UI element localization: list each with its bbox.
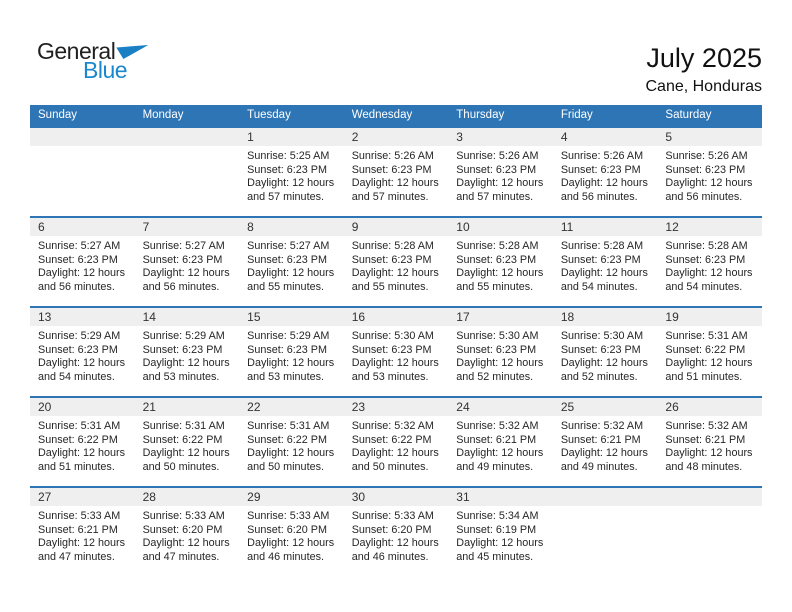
day-detail-line: Sunset: 6:23 PM [351,253,432,266]
day-detail-line: and 50 minutes. [351,460,429,473]
day-header-saturday: Saturday [665,109,712,121]
day-details [239,146,344,204]
day-detail-line: Daylight: 12 hours [38,267,126,280]
day-detail-line: Sunrise: 5:32 AM [665,420,748,432]
day-detail-line: Daylight: 12 hours [351,447,439,460]
day-cell [448,398,553,486]
day-detail-line: Sunrise: 5:27 AM [247,240,330,252]
day-detail-line: and 57 minutes. [456,190,534,203]
day-detail-line: and 53 minutes. [351,370,429,383]
day-number: 8 [239,218,344,236]
day-detail-line: Daylight: 12 hours [665,267,753,280]
day-detail-line: and 55 minutes. [247,280,324,293]
day-detail-line: and 52 minutes. [560,370,638,383]
day-detail-line: Daylight: 12 hours [456,177,544,190]
day-detail-line: Daylight: 12 hours [247,177,335,190]
day-detail-line: Sunset: 6:23 PM [142,253,223,266]
day-detail-line: Daylight: 12 hours [351,177,439,190]
day-details [344,236,449,294]
day-detail-line: Daylight: 12 hours [351,267,439,280]
day-cell [30,218,135,306]
day-details [30,416,135,474]
day-detail-line: Daylight: 12 hours [560,177,648,190]
day-detail-line: Daylight: 12 hours [38,357,126,370]
day-detail-line: Daylight: 12 hours [560,267,648,280]
week-row [30,306,762,396]
day-cell [239,308,344,396]
day-detail-line: Sunrise: 5:31 AM [142,420,225,432]
day-detail-line: Sunset: 6:23 PM [560,343,641,356]
day-detail-line: Sunrise: 5:32 AM [351,420,434,432]
general-blue-logo [37,38,167,83]
day-detail-line: Sunrise: 5:31 AM [247,420,330,432]
empty-day-cell [135,128,240,216]
day-detail-line: Sunset: 6:21 PM [665,433,746,446]
day-detail-line: Sunset: 6:23 PM [351,343,432,356]
day-number: 2 [344,128,449,146]
day-detail-line: Sunset: 6:23 PM [38,343,118,356]
day-detail-line: Sunrise: 5:26 AM [560,150,644,162]
day-detail-line: and 54 minutes. [38,370,115,383]
day-detail-line: and 56 minutes. [142,280,220,293]
day-detail-line: Daylight: 12 hours [247,267,335,280]
day-detail-line: and 49 minutes. [456,460,534,473]
day-detail-line: Daylight: 12 hours [456,537,544,550]
day-detail-line: and 56 minutes. [560,190,638,203]
day-number: 31 [448,488,553,506]
day-detail-line: Sunset: 6:23 PM [351,163,432,176]
day-detail-line: Sunset: 6:23 PM [560,163,641,176]
day-number [30,128,135,146]
day-detail-line: Sunrise: 5:25 AM [247,150,330,162]
day-header-thursday: Thursday [456,109,505,121]
day-number: 27 [30,488,135,506]
day-detail-line: and 50 minutes. [247,460,324,473]
day-details [239,326,344,384]
day-detail-line: Sunrise: 5:26 AM [456,150,539,162]
day-details [448,236,553,294]
day-details [239,236,344,294]
day-detail-line: and 50 minutes. [142,460,220,473]
day-cell [448,308,553,396]
day-cell [30,398,135,486]
day-number: 16 [344,308,449,326]
day-detail-line: and 57 minutes. [247,190,324,203]
day-details [553,146,658,204]
day-detail-line: and 48 minutes. [665,460,743,473]
day-detail-line: Sunset: 6:23 PM [665,253,746,266]
day-detail-line: and 54 minutes. [560,280,638,293]
day-details [30,506,135,564]
day-cell [344,128,449,216]
day-header-wednesday: Wednesday [351,109,413,121]
day-cell [553,308,658,396]
day-detail-line: Sunset: 6:23 PM [142,343,223,356]
day-number: 21 [135,398,240,416]
day-cell [344,488,449,576]
day-detail-line: Sunrise: 5:34 AM [456,510,539,522]
day-details [553,326,658,384]
week-row [30,486,762,576]
day-detail-line: and 49 minutes. [560,460,638,473]
day-detail-line: Sunrise: 5:30 AM [560,330,644,342]
empty-day-cell [30,128,135,216]
day-detail-line: Daylight: 12 hours [560,357,648,370]
day-detail-line: Sunrise: 5:32 AM [560,420,644,432]
day-details [657,146,762,204]
day-cell [448,218,553,306]
day-number: 30 [344,488,449,506]
calendar-table [30,105,762,576]
day-detail-line: Sunset: 6:20 PM [247,523,327,536]
day-number [553,488,658,506]
week-row [30,396,762,486]
day-header-row [30,105,762,126]
day-detail-line: Sunrise: 5:32 AM [456,420,539,432]
day-header-friday: Friday [560,109,593,121]
day-details [30,236,135,294]
day-detail-line: Sunrise: 5:28 AM [456,240,539,252]
day-details [135,506,240,564]
day-number: 17 [448,308,553,326]
day-number: 20 [30,398,135,416]
day-detail-line: Sunset: 6:23 PM [665,163,746,176]
day-number: 26 [657,398,762,416]
day-detail-line: and 53 minutes. [142,370,220,383]
day-detail-line: Daylight: 12 hours [560,447,648,460]
logo-text-general: General [37,38,116,64]
day-detail-line: Daylight: 12 hours [142,447,230,460]
day-detail-line: and 51 minutes. [665,370,743,383]
day-detail-line: and 52 minutes. [456,370,534,383]
day-detail-line: Sunset: 6:23 PM [456,253,537,266]
day-number [135,128,240,146]
day-number: 1 [239,128,344,146]
day-cell [657,218,762,306]
day-detail-line: Sunrise: 5:28 AM [560,240,644,252]
day-details [448,326,553,384]
day-detail-line: Sunrise: 5:31 AM [38,420,121,432]
day-number: 9 [344,218,449,236]
day-details [135,236,240,294]
day-cell [239,398,344,486]
day-cell [135,398,240,486]
day-cell [553,218,658,306]
day-number: 25 [553,398,658,416]
day-detail-line: Sunset: 6:20 PM [351,523,432,536]
day-detail-line: and 53 minutes. [247,370,324,383]
day-cell [553,128,658,216]
day-detail-line: Sunrise: 5:31 AM [665,330,748,342]
day-detail-line: Daylight: 12 hours [247,537,335,550]
day-header-monday: Monday [142,109,184,121]
day-cell [448,488,553,576]
page-subtitle: Cane, Honduras [645,78,762,95]
day-number: 29 [239,488,344,506]
empty-day-cell [553,488,658,576]
day-detail-line: Daylight: 12 hours [142,267,230,280]
day-detail-line: and 55 minutes. [456,280,534,293]
day-detail-line: Sunset: 6:22 PM [665,343,746,356]
day-cell [239,218,344,306]
day-detail-line: Sunset: 6:21 PM [38,523,118,536]
day-detail-line: Daylight: 12 hours [665,447,753,460]
day-detail-line: Sunset: 6:19 PM [456,523,537,536]
day-number: 3 [448,128,553,146]
day-detail-line: Sunset: 6:22 PM [351,433,432,446]
day-detail-line: and 46 minutes. [351,550,429,563]
day-detail-line: and 45 minutes. [456,550,534,563]
day-details [448,416,553,474]
day-header-sunday: Sunday [38,109,78,121]
day-detail-line: Daylight: 12 hours [456,267,544,280]
day-detail-line: Sunrise: 5:30 AM [351,330,434,342]
day-cell [553,398,658,486]
day-cell [657,308,762,396]
title-block [645,42,762,100]
day-number: 12 [657,218,762,236]
day-cell [135,488,240,576]
day-details [448,146,553,204]
day-detail-line: Sunset: 6:22 PM [38,433,118,446]
day-cell [344,218,449,306]
day-detail-line: and 47 minutes. [38,550,115,563]
day-cell [344,398,449,486]
day-detail-line: Daylight: 12 hours [38,537,126,550]
day-cell [657,398,762,486]
day-detail-line: Sunrise: 5:30 AM [456,330,539,342]
day-detail-line: and 47 minutes. [142,550,220,563]
day-detail-line: Sunrise: 5:28 AM [665,240,748,252]
day-detail-line: Sunrise: 5:33 AM [38,510,121,522]
day-detail-line: and 56 minutes. [665,190,743,203]
logo-text-blue: Blue [83,57,128,83]
day-number: 10 [448,218,553,236]
day-detail-line: Sunrise: 5:33 AM [351,510,434,522]
day-number: 5 [657,128,762,146]
day-details [30,326,135,384]
day-detail-line: Daylight: 12 hours [351,537,439,550]
day-detail-line: Sunrise: 5:27 AM [142,240,225,252]
day-detail-line: Sunset: 6:22 PM [247,433,327,446]
empty-day-cell [657,488,762,576]
day-detail-line: Daylight: 12 hours [142,357,230,370]
day-detail-line: and 54 minutes. [665,280,743,293]
day-detail-line: Daylight: 12 hours [665,177,753,190]
day-detail-line: Daylight: 12 hours [247,357,335,370]
day-number: 4 [553,128,658,146]
day-detail-line: Sunset: 6:23 PM [247,253,327,266]
day-details [657,326,762,384]
day-cell [135,308,240,396]
day-number: 24 [448,398,553,416]
day-detail-line: Daylight: 12 hours [351,357,439,370]
day-details [553,236,658,294]
day-detail-line: Sunrise: 5:29 AM [38,330,121,342]
day-detail-line: Sunrise: 5:29 AM [142,330,225,342]
day-number: 7 [135,218,240,236]
day-number: 23 [344,398,449,416]
day-detail-line: Sunset: 6:22 PM [142,433,223,446]
day-detail-line: Daylight: 12 hours [665,357,753,370]
week-row [30,126,762,216]
day-details [239,506,344,564]
day-details [344,416,449,474]
day-details [344,146,449,204]
day-detail-line: and 56 minutes. [38,280,115,293]
day-header-tuesday: Tuesday [247,109,291,121]
day-cell [239,488,344,576]
week-row [30,216,762,306]
day-number: 15 [239,308,344,326]
day-detail-line: and 57 minutes. [351,190,429,203]
day-detail-line: Sunset: 6:23 PM [247,163,327,176]
day-detail-line: Sunrise: 5:28 AM [351,240,434,252]
day-cell [30,308,135,396]
day-cell [344,308,449,396]
day-details [135,416,240,474]
day-cell [30,488,135,576]
day-number: 11 [553,218,658,236]
day-number: 14 [135,308,240,326]
day-detail-line: Sunrise: 5:27 AM [38,240,121,252]
day-detail-line: Sunrise: 5:29 AM [247,330,330,342]
day-detail-line: Sunset: 6:20 PM [142,523,223,536]
day-detail-line: and 51 minutes. [38,460,115,473]
day-detail-line: Sunset: 6:23 PM [247,343,327,356]
day-cell [135,218,240,306]
day-cell [657,128,762,216]
day-number: 6 [30,218,135,236]
day-detail-line: Sunset: 6:21 PM [560,433,641,446]
day-detail-line: Daylight: 12 hours [456,357,544,370]
day-cell [448,128,553,216]
day-number [657,488,762,506]
day-detail-line: and 46 minutes. [247,550,324,563]
day-details [657,236,762,294]
day-detail-line: Sunrise: 5:33 AM [142,510,225,522]
day-detail-line: Sunset: 6:23 PM [560,253,641,266]
day-detail-line: Sunrise: 5:33 AM [247,510,330,522]
day-details [344,506,449,564]
day-cell [239,128,344,216]
day-number: 13 [30,308,135,326]
day-detail-line: Daylight: 12 hours [247,447,335,460]
day-detail-line: Daylight: 12 hours [456,447,544,460]
day-detail-line: Sunset: 6:21 PM [456,433,537,446]
day-details [657,416,762,474]
day-number: 28 [135,488,240,506]
day-detail-line: Daylight: 12 hours [142,537,230,550]
day-details [553,416,658,474]
day-detail-line: Sunrise: 5:26 AM [665,150,748,162]
day-details [135,326,240,384]
day-details [344,326,449,384]
day-number: 19 [657,308,762,326]
day-detail-line: Sunset: 6:23 PM [456,343,537,356]
day-detail-line: and 55 minutes. [351,280,429,293]
day-number: 22 [239,398,344,416]
day-detail-line: Sunset: 6:23 PM [456,163,537,176]
page-title: July 2025 [646,43,762,73]
day-details [239,416,344,474]
day-detail-line: Sunrise: 5:26 AM [351,150,434,162]
day-detail-line: Daylight: 12 hours [38,447,126,460]
day-number: 18 [553,308,658,326]
day-details [448,506,553,564]
day-detail-line: Sunset: 6:23 PM [38,253,118,266]
